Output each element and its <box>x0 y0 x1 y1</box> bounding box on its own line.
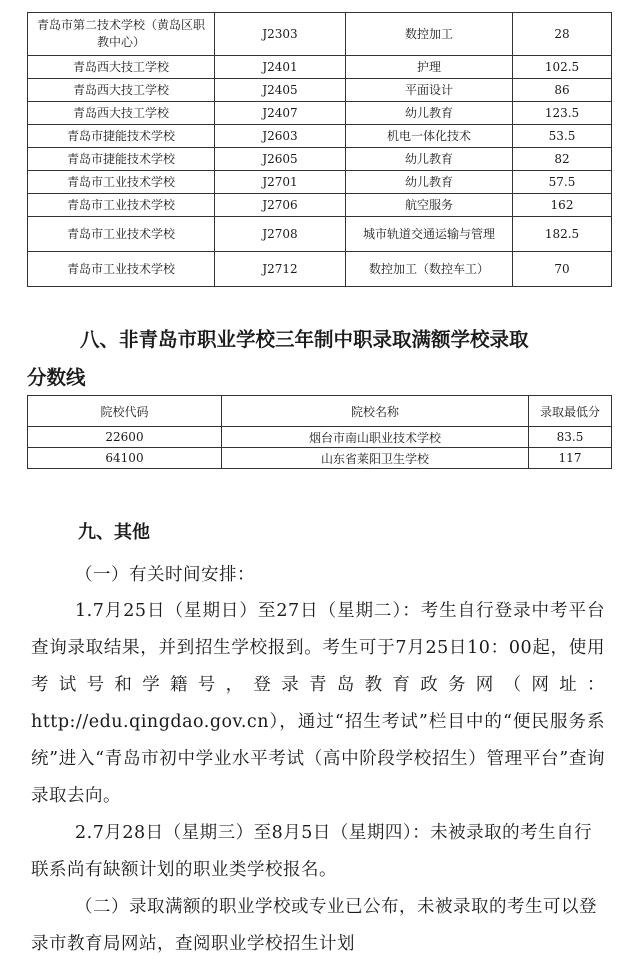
school-cell: 烟台市南山职业技术学校 <box>222 427 529 448</box>
table-row <box>28 171 612 194</box>
cutoff-table-continued <box>27 12 612 287</box>
section-8-title: 八、非青岛市职业学校三年制中职录取满额学校录取 <box>80 328 529 351</box>
school-cell: 山东省莱阳卫生学校 <box>222 448 529 469</box>
score-cell: 102.5 <box>513 56 612 79</box>
table-row <box>28 448 612 469</box>
score-cell: 162 <box>513 194 612 217</box>
code-cell: 22600 <box>28 427 222 448</box>
table-row <box>28 79 612 102</box>
school-cell: 青岛市捷能技术学校 <box>28 148 215 171</box>
code-cell: J2407 <box>215 102 346 125</box>
score-cell: 86 <box>513 79 612 102</box>
score-cell: 123.5 <box>513 102 612 125</box>
table-row <box>28 252 612 287</box>
subsection-1-heading: （一）有关时间安排： <box>75 565 255 585</box>
subsection-2-paragraph: （二）录取满额的职业学校或专业已公布，未被录取的考生可以登录市教育局网站，查阅职业学校招生计划 <box>31 897 597 954</box>
column-header-score: 录取最低分 <box>529 396 612 427</box>
major-cell: 护理 <box>346 56 513 79</box>
table-row <box>28 427 612 448</box>
school-cell: 青岛西大技工学校 <box>28 79 215 102</box>
table-row <box>28 125 612 148</box>
school-cell: 青岛西大技工学校 <box>28 56 215 79</box>
code-cell: J2701 <box>215 171 346 194</box>
table-header-row <box>28 396 612 427</box>
table-row <box>28 217 612 252</box>
school-cell: 青岛市工业技术学校 <box>28 217 215 252</box>
school-cell: 青岛市第二技术学校（黄岛区职教中心） <box>28 13 215 56</box>
column-header-code: 院校代码 <box>28 396 222 427</box>
code-cell: J2603 <box>215 125 346 148</box>
code-cell: J2712 <box>215 252 346 287</box>
section-9-title: 九、其他 <box>78 522 150 543</box>
section-8-title-continued: 分数线 <box>27 366 86 389</box>
score-cell: 82 <box>513 148 612 171</box>
score-cell: 182.5 <box>513 217 612 252</box>
table-row <box>28 148 612 171</box>
school-cell: 青岛市工业技术学校 <box>28 252 215 287</box>
major-cell: 机电一体化技术 <box>346 125 513 148</box>
score-cell: 83.5 <box>529 427 612 448</box>
paragraph-item-1: 1.7月25日（星期日）至27日（星期二）：考生自行登录中考平台查询录取结果，并到招生学校报到。考生可于7月25日10：00起，使用考试号和学籍号，登录青岛教育政务网（网址：http://edu.qingdao.gov.cn），通过“招生考试”栏目中的“便民服务系统”进入“青岛市初中学业水平考试（高中阶段学校招生）管理平台”查询录取去向。 <box>31 601 605 806</box>
code-cell: J2303 <box>215 13 346 56</box>
paragraph-item-2: 2.7月28日（星期三）至8月5日（星期四）：未被录取的考生自行联系尚有缺额计划的职业类学校报名。 <box>31 823 593 880</box>
table-row <box>28 102 612 125</box>
major-cell: 平面设计 <box>346 79 513 102</box>
major-cell: 幼儿教育 <box>346 102 513 125</box>
code-cell: J2605 <box>215 148 346 171</box>
non-qingdao-cutoff-table <box>27 395 612 469</box>
score-cell: 57.5 <box>513 171 612 194</box>
code-cell: J2708 <box>215 217 346 252</box>
code-cell: J2706 <box>215 194 346 217</box>
major-cell: 航空服务 <box>346 194 513 217</box>
major-cell: 数控加工（数控车工） <box>346 252 513 287</box>
code-cell: J2401 <box>215 56 346 79</box>
major-cell: 幼儿教育 <box>346 148 513 171</box>
school-cell: 青岛市工业技术学校 <box>28 194 215 217</box>
school-cell: 青岛市捷能技术学校 <box>28 125 215 148</box>
table-row <box>28 13 612 56</box>
code-cell: J2405 <box>215 79 346 102</box>
major-cell: 城市轨道交通运输与管理 <box>346 217 513 252</box>
major-cell: 数控加工 <box>346 13 513 56</box>
school-cell: 青岛西大技工学校 <box>28 102 215 125</box>
score-cell: 70 <box>513 252 612 287</box>
score-cell: 117 <box>529 448 612 469</box>
table-row <box>28 194 612 217</box>
table-row <box>28 56 612 79</box>
code-cell: 64100 <box>28 448 222 469</box>
school-cell: 青岛市工业技术学校 <box>28 171 215 194</box>
major-cell: 幼儿教育 <box>346 171 513 194</box>
score-cell: 28 <box>513 13 612 56</box>
score-cell: 53.5 <box>513 125 612 148</box>
column-header-name: 院校名称 <box>222 396 529 427</box>
